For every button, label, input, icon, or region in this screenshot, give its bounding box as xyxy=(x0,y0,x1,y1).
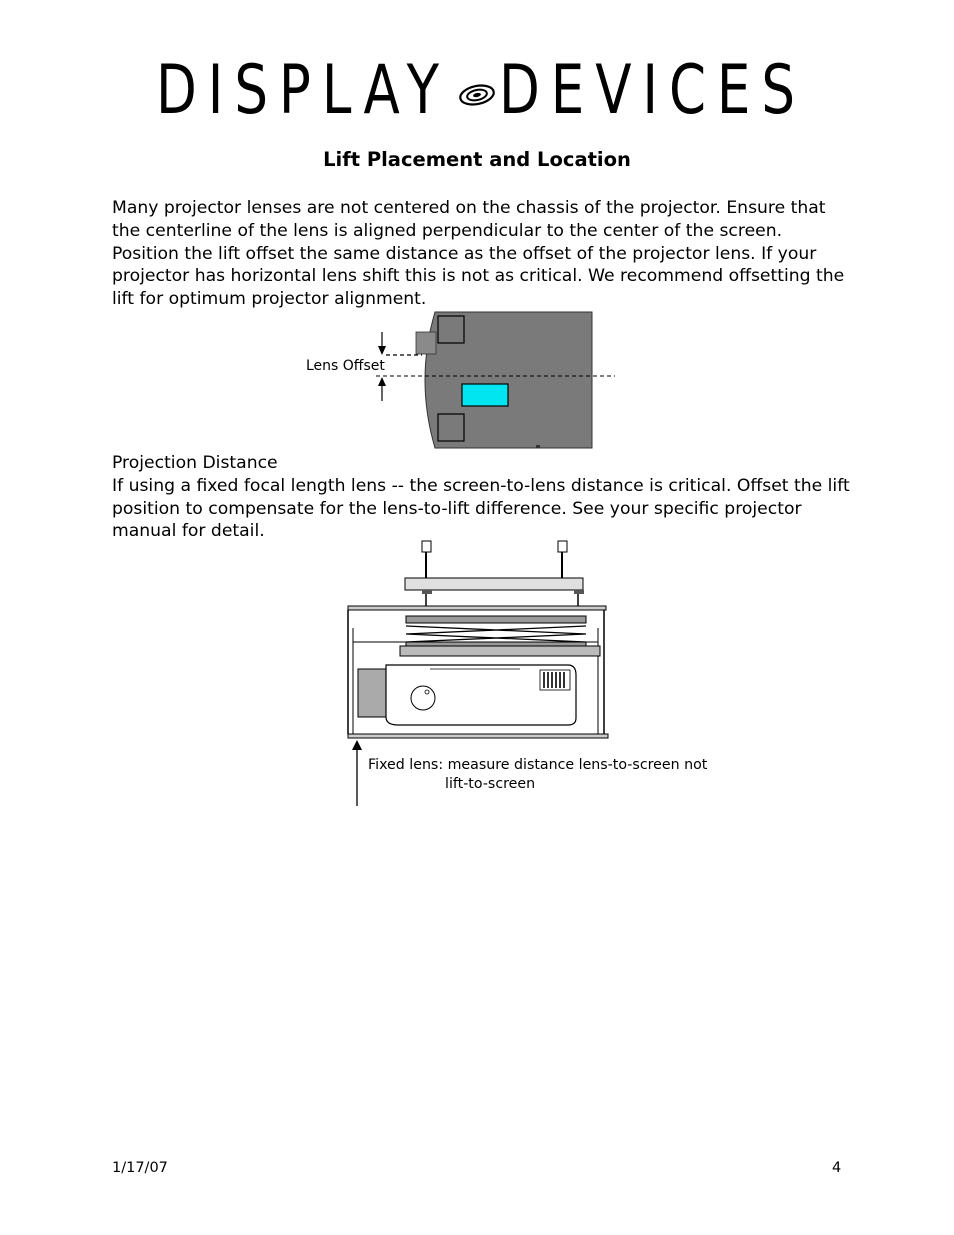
projector-foot-bottom xyxy=(438,414,464,441)
logo-swirl-icon xyxy=(456,80,498,110)
paragraph-lens-offset: Many projector lenses are not centered on the chassis of the projector. Ensure that the centerline of the lens is aligned perpendicular to the center of the screen. Position the lift offset the same distance as the offset of the projector lens. If your projector has horizontal lens shift this is not as critical. We recommend offsetting the lift for optimum projector alignment. xyxy=(112,198,845,310)
arrow-down-icon xyxy=(378,346,386,355)
footer-date: 1/17/07 xyxy=(112,1160,168,1176)
logo-word-devices: DEVICES xyxy=(499,51,806,130)
arrow-up-icon xyxy=(378,377,386,386)
section-projection-distance xyxy=(112,452,852,543)
logo-word-display: DISPLAY xyxy=(156,51,450,130)
page-number: 4 xyxy=(832,1160,842,1176)
projector-lens xyxy=(462,384,508,406)
section-body: If using a fixed focal length lens -- the screen-to-lens distance is critical. Offset the lift position to compensate for the lens-to-lift difference. See your specific projector manual for detail. xyxy=(112,475,850,542)
projector-foot-top xyxy=(438,316,464,343)
display-devices-logo xyxy=(150,50,810,132)
lens-offset-diagram xyxy=(290,308,630,458)
section-heading: Projection Distance xyxy=(112,453,278,473)
page-title: Lift Placement and Location xyxy=(323,148,631,171)
arrow-up-icon xyxy=(352,740,362,750)
caption-line-1: Fixed lens: measure distance lens-to-screen not xyxy=(368,757,708,773)
caption-line-2: lift-to-screen xyxy=(445,776,536,792)
fixed-lens-caption xyxy=(368,756,707,794)
lens-offset-label: Lens Offset xyxy=(306,358,385,374)
